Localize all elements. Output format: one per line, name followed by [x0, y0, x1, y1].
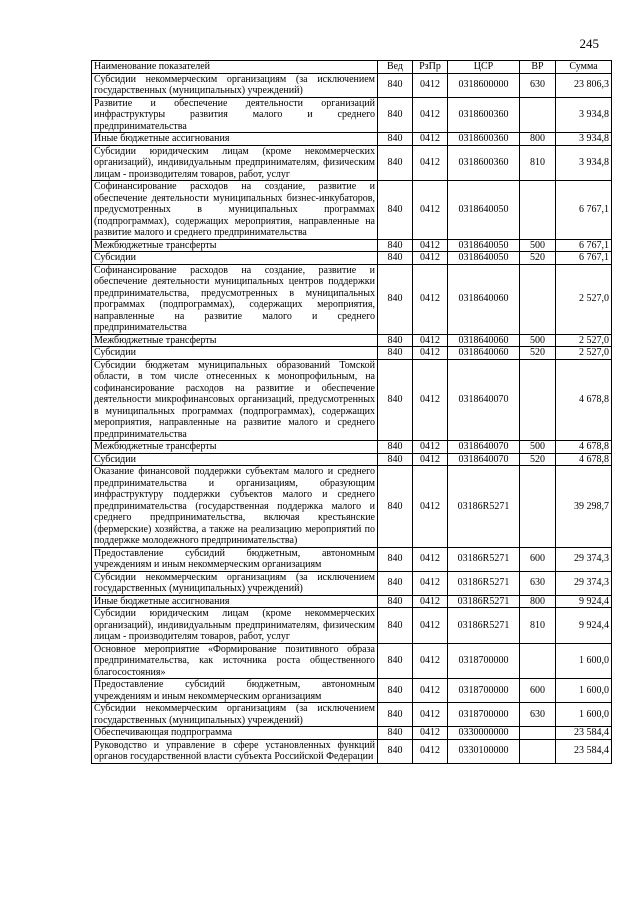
- table-row: [92, 264, 612, 334]
- row-name: Предоставление субсидий бюджетным, автономным учреждениям и иным некоммерческим организациям: [92, 679, 378, 703]
- row-csr: 0318640070: [448, 359, 520, 441]
- row-name: Субсидии: [92, 252, 378, 265]
- row-ved: 840: [378, 145, 413, 181]
- row-csr: 0318640050: [448, 181, 520, 240]
- row-name: Субсидии юридическим лицам (кроме некоммерческих организаций), индивидуальным предпринимателям, физическим лицам - производителям товаров, работ, услуг: [92, 608, 378, 644]
- row-rzpr: 0412: [413, 608, 448, 644]
- row-csr: 0318600360: [448, 133, 520, 146]
- header-name: Наименование показателей: [92, 61, 378, 74]
- table-row: [92, 347, 612, 360]
- table-row: [92, 739, 612, 763]
- row-sum: 6 767,1: [556, 181, 612, 240]
- row-vr: [520, 97, 556, 133]
- row-sum: 23 806,3: [556, 73, 612, 97]
- table-row: [92, 679, 612, 703]
- table-body: [92, 73, 612, 763]
- row-vr: 520: [520, 252, 556, 265]
- row-csr: 0318600360: [448, 145, 520, 181]
- header-ved: Вед: [378, 61, 413, 74]
- row-csr: 0318640050: [448, 239, 520, 252]
- row-csr: 03186R5271: [448, 608, 520, 644]
- table-header-row: [92, 61, 612, 74]
- row-vr: 500: [520, 239, 556, 252]
- row-rzpr: 0412: [413, 703, 448, 727]
- row-vr: 810: [520, 608, 556, 644]
- row-ved: 840: [378, 133, 413, 146]
- row-sum: 6 767,1: [556, 252, 612, 265]
- budget-table: [91, 60, 612, 764]
- row-ved: 840: [378, 334, 413, 347]
- table-row: [92, 571, 612, 595]
- row-sum: 3 934,8: [556, 133, 612, 146]
- row-name: Предоставление субсидий бюджетным, автономным учреждениям и иным некоммерческим организациям: [92, 547, 378, 571]
- row-csr: 0318640070: [448, 441, 520, 454]
- row-rzpr: 0412: [413, 453, 448, 466]
- row-name: Субсидии: [92, 347, 378, 360]
- row-ved: 840: [378, 643, 413, 679]
- row-vr: 800: [520, 133, 556, 146]
- row-sum: 3 934,8: [556, 145, 612, 181]
- row-rzpr: 0412: [413, 145, 448, 181]
- row-rzpr: 0412: [413, 466, 448, 548]
- row-sum: 9 924,4: [556, 595, 612, 608]
- row-ved: 840: [378, 466, 413, 548]
- table-row: [92, 703, 612, 727]
- table-row: [92, 643, 612, 679]
- row-name: Субсидии бюджетам муниципальных образований Томской области, в том числе отнесенных к монопрофильным, на софинансирование расходов на развитие и обеспечение деятельности микрофинансовых организаций, предусмотренных в муниципальных программах (подпрограммах), содержащих мероприятия, направленные на развитие малого и среднего предпринимательства: [92, 359, 378, 441]
- row-ved: 840: [378, 73, 413, 97]
- row-rzpr: 0412: [413, 264, 448, 334]
- row-sum: 2 527,0: [556, 347, 612, 360]
- table-row: [92, 608, 612, 644]
- row-rzpr: 0412: [413, 359, 448, 441]
- row-rzpr: 0412: [413, 739, 448, 763]
- row-sum: 23 584,4: [556, 727, 612, 740]
- row-ved: 840: [378, 252, 413, 265]
- row-name: Субсидии некоммерческим организациям (за исключением государственных (муниципальных) учреждений): [92, 73, 378, 97]
- table-row: [92, 595, 612, 608]
- row-ved: 840: [378, 359, 413, 441]
- row-csr: 03186R5271: [448, 571, 520, 595]
- row-sum: 6 767,1: [556, 239, 612, 252]
- row-ved: 840: [378, 595, 413, 608]
- table-row: [92, 97, 612, 133]
- row-csr: 03186R5271: [448, 466, 520, 548]
- row-rzpr: 0412: [413, 643, 448, 679]
- row-vr: 630: [520, 73, 556, 97]
- row-csr: 0318600000: [448, 73, 520, 97]
- table-row: [92, 181, 612, 240]
- row-sum: 1 600,0: [556, 643, 612, 679]
- row-name: Софинансирование расходов на создание, развитие и обеспечение деятельности муниципальных бизнес-инкубаторов, предусмотренных в муниципальных программах (подпрограммах), содержащих мероприятия, направленные на развитие малого и среднего предпринимательства: [92, 181, 378, 240]
- row-csr: 0318640050: [448, 252, 520, 265]
- row-name: Межбюджетные трансферты: [92, 239, 378, 252]
- row-csr: 0318640060: [448, 264, 520, 334]
- row-rzpr: 0412: [413, 239, 448, 252]
- row-rzpr: 0412: [413, 595, 448, 608]
- row-ved: 840: [378, 727, 413, 740]
- row-name: Обеспечивающая подпрограмма: [92, 727, 378, 740]
- row-vr: [520, 466, 556, 548]
- row-vr: 600: [520, 547, 556, 571]
- row-ved: 840: [378, 181, 413, 240]
- table-row: [92, 441, 612, 454]
- row-ved: 840: [378, 264, 413, 334]
- row-vr: 520: [520, 347, 556, 360]
- row-sum: 1 600,0: [556, 703, 612, 727]
- row-ved: 840: [378, 239, 413, 252]
- row-rzpr: 0412: [413, 679, 448, 703]
- page-number: 245: [579, 36, 599, 51]
- row-vr: 800: [520, 595, 556, 608]
- row-rzpr: 0412: [413, 334, 448, 347]
- row-name: Субсидии юридическим лицам (кроме некоммерческих организаций), индивидуальным предпринимателям, физическим лицам - производителям товаров, работ, услуг: [92, 145, 378, 181]
- table-row: [92, 359, 612, 441]
- row-vr: 810: [520, 145, 556, 181]
- row-name: Руководство и управление в сфере установленных функций органов государственной власти субъекта Российской Федерации: [92, 739, 378, 763]
- table-row: [92, 239, 612, 252]
- row-csr: 0318640060: [448, 334, 520, 347]
- row-sum: 1 600,0: [556, 679, 612, 703]
- table-row: [92, 145, 612, 181]
- row-vr: [520, 264, 556, 334]
- row-ved: 840: [378, 571, 413, 595]
- row-rzpr: 0412: [413, 441, 448, 454]
- row-name: Основное мероприятие «Формирование позитивного образа предпринимательства, как источника роста общественного благосостояния»: [92, 643, 378, 679]
- row-vr: 630: [520, 703, 556, 727]
- row-csr: 0330000000: [448, 727, 520, 740]
- row-csr: 03186R5271: [448, 547, 520, 571]
- row-ved: 840: [378, 608, 413, 644]
- row-vr: 600: [520, 679, 556, 703]
- row-csr: 0318700000: [448, 679, 520, 703]
- row-rzpr: 0412: [413, 252, 448, 265]
- table-row: [92, 334, 612, 347]
- row-vr: 520: [520, 453, 556, 466]
- row-vr: [520, 727, 556, 740]
- header-csr: ЦСР: [448, 61, 520, 74]
- row-name: Межбюджетные трансферты: [92, 334, 378, 347]
- row-sum: 4 678,8: [556, 453, 612, 466]
- row-name: Софинансирование расходов на создание, развитие и обеспечение деятельности муниципальных центров поддержки предпринимательства, предусмотренных в муниципальных программах (подпрограммах), содержащих мероприятия, направленные на развитие малого и среднего предпринимательства: [92, 264, 378, 334]
- row-ved: 840: [378, 441, 413, 454]
- row-csr: 0318640060: [448, 347, 520, 360]
- row-sum: 4 678,8: [556, 441, 612, 454]
- header-sum: Сумма: [556, 61, 612, 74]
- row-name: Иные бюджетные ассигнования: [92, 133, 378, 146]
- row-sum: 9 924,4: [556, 608, 612, 644]
- row-ved: 840: [378, 547, 413, 571]
- row-ved: 840: [378, 347, 413, 360]
- row-rzpr: 0412: [413, 97, 448, 133]
- row-vr: [520, 739, 556, 763]
- row-sum: 29 374,3: [556, 571, 612, 595]
- row-csr: 0318700000: [448, 643, 520, 679]
- table-row: [92, 252, 612, 265]
- row-vr: [520, 181, 556, 240]
- row-ved: 840: [378, 453, 413, 466]
- row-ved: 840: [378, 97, 413, 133]
- row-csr: 0330100000: [448, 739, 520, 763]
- row-rzpr: 0412: [413, 571, 448, 595]
- row-ved: 840: [378, 679, 413, 703]
- row-rzpr: 0412: [413, 181, 448, 240]
- row-name: Развитие и обеспечение деятельности организаций инфраструктуры развития малого и среднего предпринимательства: [92, 97, 378, 133]
- row-name: Оказание финансовой поддержки субъектам малого и среднего предпринимательства и организациям, образующим инфраструктуру поддержки субъектов малого и среднего предпринимательства (государственная поддержка малого и среднего предпринимательства, включая крестьянские (фермерские) хозяйства, а также на реализацию мероприятий по поддержке молодежного предпринимательства): [92, 466, 378, 548]
- row-name: Субсидии некоммерческим организациям (за исключением государственных (муниципальных) учреждений): [92, 703, 378, 727]
- row-csr: 0318600360: [448, 97, 520, 133]
- header-vr: ВР: [520, 61, 556, 74]
- header-rzpr: РзПр: [413, 61, 448, 74]
- row-ved: 840: [378, 703, 413, 727]
- row-csr: 0318640070: [448, 453, 520, 466]
- row-rzpr: 0412: [413, 347, 448, 360]
- row-sum: 2 527,0: [556, 334, 612, 347]
- table-row: [92, 133, 612, 146]
- row-name: Субсидии: [92, 453, 378, 466]
- row-ved: 840: [378, 739, 413, 763]
- row-rzpr: 0412: [413, 73, 448, 97]
- row-vr: 500: [520, 441, 556, 454]
- row-sum: 23 584,4: [556, 739, 612, 763]
- table-row: [92, 466, 612, 548]
- row-csr: 0318700000: [448, 703, 520, 727]
- row-vr: [520, 359, 556, 441]
- row-name: Иные бюджетные ассигнования: [92, 595, 378, 608]
- row-rzpr: 0412: [413, 547, 448, 571]
- table-row: [92, 453, 612, 466]
- row-vr: 630: [520, 571, 556, 595]
- row-name: Субсидии некоммерческим организациям (за исключением государственных (муниципальных) учреждений): [92, 571, 378, 595]
- row-rzpr: 0412: [413, 133, 448, 146]
- row-sum: 29 374,3: [556, 547, 612, 571]
- row-sum: 4 678,8: [556, 359, 612, 441]
- row-rzpr: 0412: [413, 727, 448, 740]
- table-row: [92, 727, 612, 740]
- table-row: [92, 547, 612, 571]
- row-csr: 03186R5271: [448, 595, 520, 608]
- row-vr: [520, 643, 556, 679]
- row-sum: 39 298,7: [556, 466, 612, 548]
- row-vr: 500: [520, 334, 556, 347]
- table-row: [92, 73, 612, 97]
- row-name: Межбюджетные трансферты: [92, 441, 378, 454]
- row-sum: 2 527,0: [556, 264, 612, 334]
- row-sum: 3 934,8: [556, 97, 612, 133]
